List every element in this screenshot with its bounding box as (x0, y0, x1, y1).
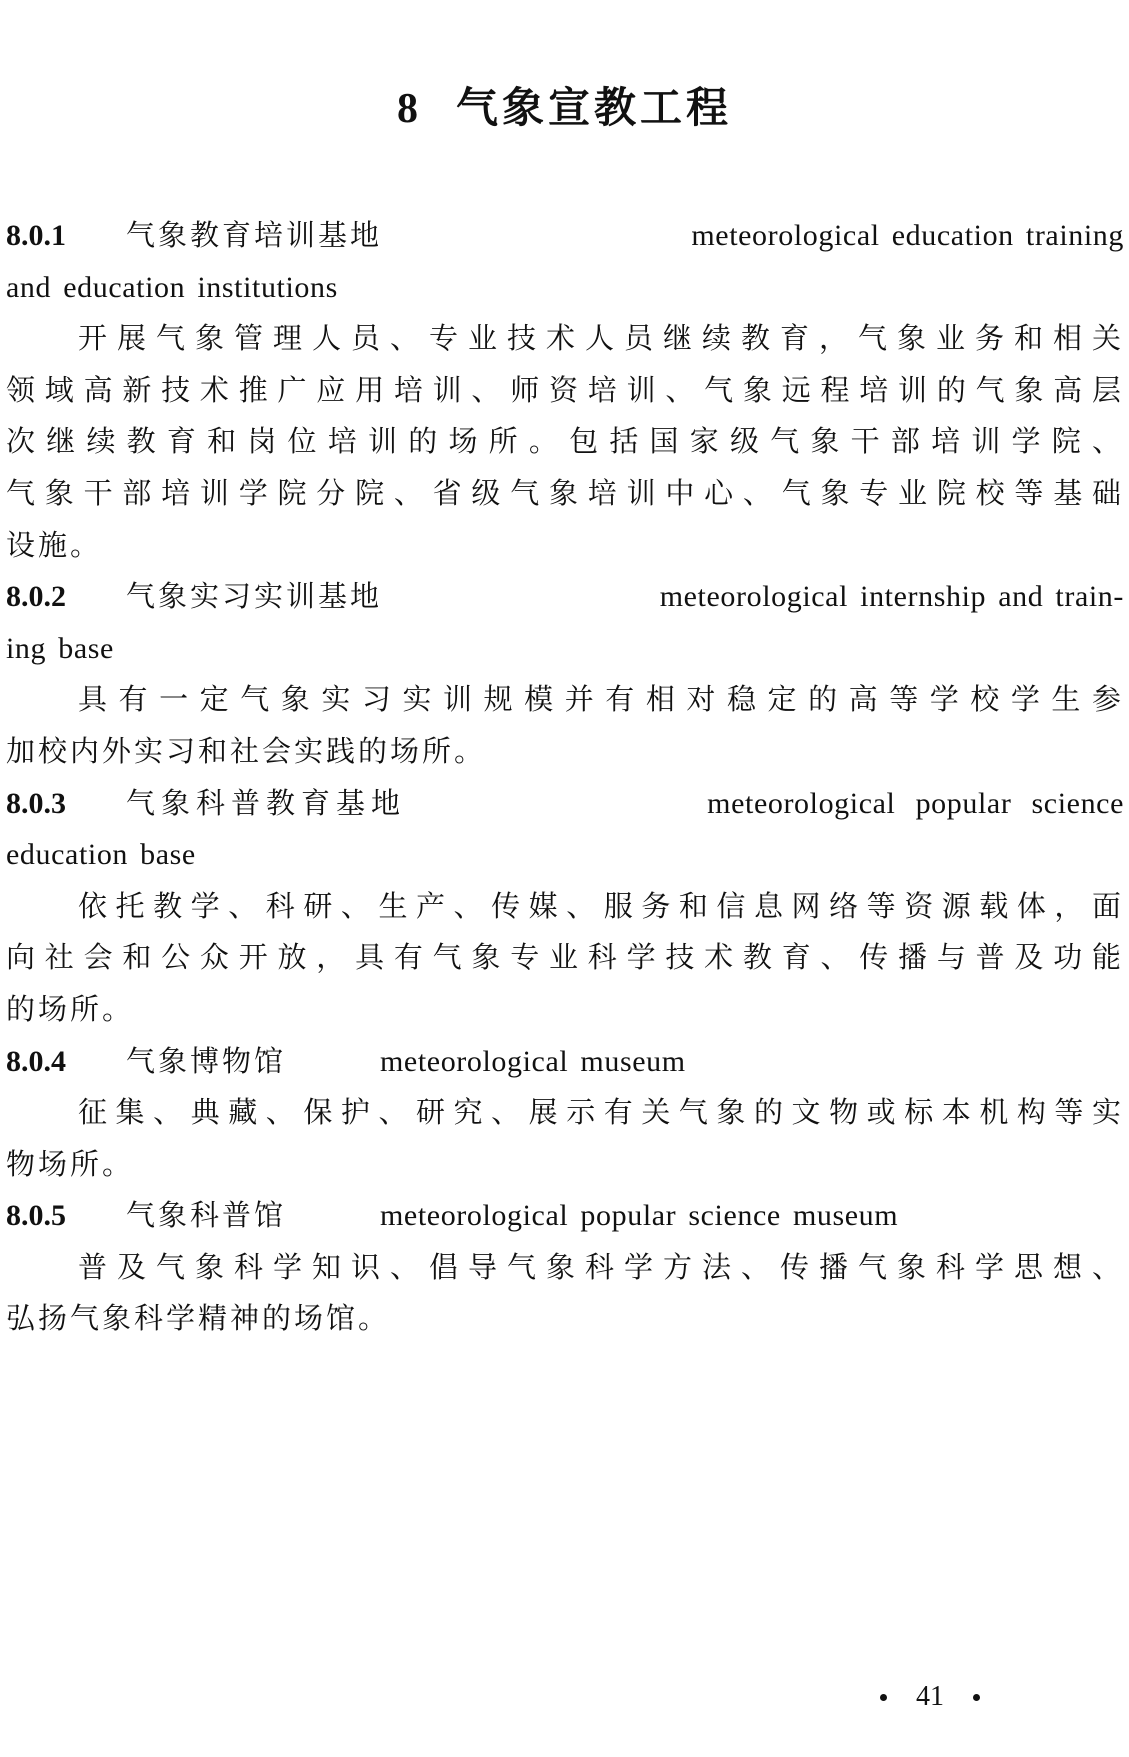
definition-line: 的场所。 (6, 991, 135, 1026)
term-english-name-continued: and education institutions (6, 270, 338, 304)
definition-line: 普及气象科学知识、倡导气象科学方法、传播气象科学思想、 (78, 1249, 1124, 1284)
page-title (0, 80, 1129, 137)
definition-line: 弘扬气象科学精神的场馆。 (6, 1301, 391, 1336)
definition-line: 加校内外实习和社会实践的场所。 (6, 733, 487, 768)
term-number: 8.0.2 (6, 580, 66, 614)
term-heading-8-0-5 (6, 1190, 1124, 1242)
term-heading-8-0-3 (6, 778, 1124, 830)
term-heading-8-0-1 (6, 210, 1124, 262)
term-english-name: meteorological education training (691, 219, 1124, 252)
terms-content (6, 210, 1124, 1345)
definition-line: 设施。 (6, 527, 103, 562)
term-english-name: meteorological museum (380, 1044, 686, 1078)
bullet-dot-icon (880, 1694, 887, 1701)
chapter-number: 8 (396, 86, 418, 133)
term-english-name: meteorological popular science (707, 786, 1124, 820)
term-english-name-continued: education base (6, 838, 196, 872)
term-chinese-name: 气象博物馆 (126, 1043, 287, 1078)
term-english-name: meteorological internship and train- (659, 580, 1124, 614)
definition-line: 领域高新技术推广应用培训、师资培训、气象远程培训的气象高层 (6, 372, 1124, 407)
term-number: 8.0.3 (6, 786, 66, 820)
page-number (880, 1680, 980, 1714)
definition-line: 向社会和公众开放，具有气象专业科学技术教育、传播与普及功能 (6, 940, 1124, 975)
definition-line: 依托教学、科研、生产、传媒、服务和信息网络等资源载体，面 (78, 888, 1124, 923)
term-number: 8.0.1 (6, 219, 66, 252)
term-chinese-name: 气象实习实训基地 (126, 579, 383, 614)
term-english-name: meteorological popular science museum (380, 1199, 899, 1233)
term-chinese-name: 气象科普馆 (126, 1198, 287, 1233)
definition-line: 开展气象管理人员、专业技术人员继续教育，气象业务和相关 (78, 321, 1124, 356)
term-heading-8-0-4 (6, 1036, 1124, 1088)
term-number: 8.0.4 (6, 1044, 66, 1078)
definition-line: 征集、典藏、保护、研究、展示有关气象的文物或标本机构等实 (78, 1095, 1124, 1130)
definition-line: 物场所。 (6, 1146, 135, 1181)
term-chinese-name: 气象科普教育基地 (126, 785, 407, 820)
term-chinese-name: 气象教育培训基地 (126, 218, 383, 252)
term-number: 8.0.5 (6, 1199, 66, 1233)
definition-line: 气象干部培训学院分院、省级气象培训中心、气象专业院校等基础 (6, 475, 1124, 510)
term-english-name-continued: ing base (6, 631, 114, 665)
bullet-dot-icon (973, 1694, 980, 1701)
chapter-title: 气象宣教工程 (455, 83, 732, 133)
definition-line: 具有一定气象实习实训规模并有相对稳定的高等学校学生参 (78, 682, 1124, 717)
term-heading-8-0-2 (6, 571, 1124, 623)
definition-line: 次继续教育和岗位培训的场所。包括国家级气象干部培训学院、 (6, 424, 1124, 459)
page-number-value: 41 (916, 1681, 944, 1712)
